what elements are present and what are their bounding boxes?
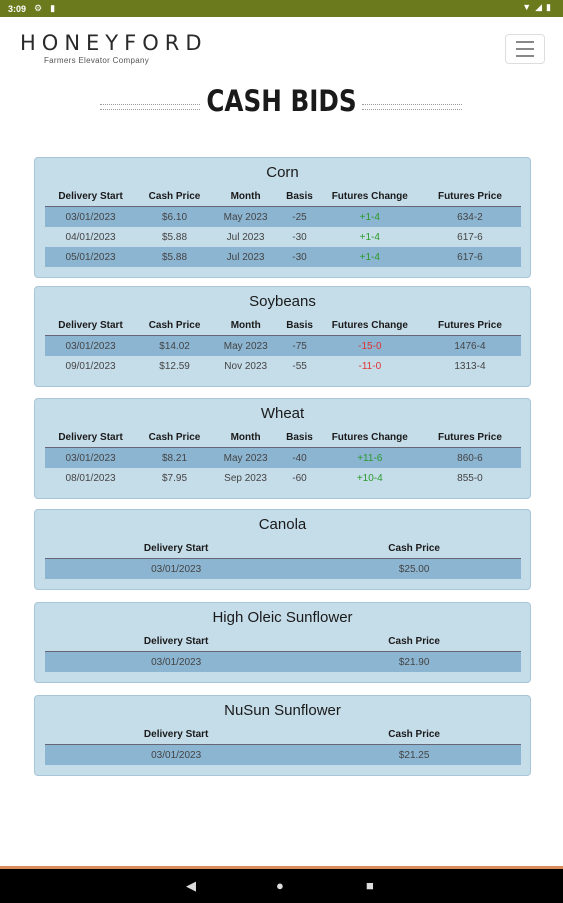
column-header: Futures Price	[437, 319, 502, 331]
wifi-icon: ▼	[522, 2, 536, 12]
bid-card-nusun-sunflower	[34, 695, 531, 776]
table-cell: May 2023	[212, 448, 278, 469]
table-cell: +11-6	[320, 448, 419, 469]
column-header: Cash Price	[148, 431, 201, 443]
column-header: Delivery Start	[58, 431, 123, 443]
table-cell: 03/01/2023	[45, 207, 137, 228]
site-header	[0, 17, 563, 77]
table-cell: 03/01/2023	[45, 745, 308, 766]
bids-table	[45, 538, 521, 579]
logo-subtitle: Farmers Elevator Company	[44, 56, 150, 65]
logo[interactable]: HONEYFORD	[20, 31, 208, 55]
bid-card-high-oleic-sunflower	[34, 602, 531, 683]
status-bar	[0, 0, 563, 17]
bid-card-wheat	[34, 398, 531, 499]
table-cell: 09/01/2023	[65, 360, 116, 372]
table-row	[45, 356, 521, 376]
table-row	[45, 448, 521, 469]
card-title: Soybeans	[249, 293, 316, 310]
column-header: Futures Price	[437, 431, 502, 443]
column-header: Futures Price	[437, 190, 502, 202]
status-time: 3:09	[8, 3, 27, 14]
table-row	[45, 652, 521, 673]
table-cell: $7.95	[161, 472, 188, 484]
battery-icon: ▮	[546, 2, 555, 12]
card-bottom-padding	[35, 488, 530, 498]
table-cell: 04/01/2023	[65, 231, 116, 243]
table-cell: $8.21	[137, 448, 213, 469]
table-cell: +1-4	[359, 231, 380, 243]
table-row	[45, 559, 521, 580]
column-header: Futures Change	[331, 431, 408, 443]
table-cell: -30	[292, 231, 307, 243]
title-rule-right	[362, 104, 462, 110]
bids-table	[45, 427, 521, 488]
table-cell: Jul 2023	[212, 247, 278, 267]
card-title: Corn	[266, 164, 299, 181]
bid-card-soybeans	[34, 286, 531, 387]
bid-card-corn	[34, 157, 531, 278]
table-cell: $25.00	[308, 559, 521, 580]
column-header: Delivery Start	[143, 542, 209, 554]
home-icon[interactable]: ●	[276, 878, 284, 893]
back-icon[interactable]: ◀	[186, 878, 196, 893]
table-row	[45, 336, 521, 357]
column-header: Basis	[286, 431, 313, 443]
table-cell: May 2023	[213, 336, 279, 357]
table-header-row	[45, 631, 521, 652]
table-header-row	[45, 315, 521, 336]
recents-icon[interactable]: ■	[366, 878, 374, 893]
table-header-row	[45, 724, 521, 745]
table-cell: $5.88	[161, 231, 188, 243]
column-header: Cash Price	[388, 542, 440, 554]
table-header-row	[45, 427, 521, 448]
table-cell: -11-0	[358, 360, 382, 372]
table-cell: $21.25	[308, 745, 521, 766]
page-title: CASH BIDS	[206, 84, 357, 118]
column-header: Delivery Start	[58, 319, 123, 331]
column-header: Delivery Start	[143, 728, 209, 740]
table-cell: +1-4	[320, 207, 419, 228]
table-cell: 08/01/2023	[65, 472, 116, 484]
card-title: NuSun Sunflower	[224, 702, 341, 719]
table-cell: $12.59	[159, 360, 190, 372]
column-header: Cash Price	[148, 319, 201, 331]
table-cell: 860-6	[419, 448, 520, 469]
table-cell: 05/01/2023	[45, 247, 137, 267]
column-header: Delivery Start	[58, 190, 123, 202]
table-cell: 03/01/2023	[45, 559, 308, 580]
signal-icon: ◢	[535, 2, 547, 12]
menu-button[interactable]	[505, 34, 545, 64]
column-header: Month	[230, 190, 261, 202]
table-cell: -55	[292, 360, 307, 372]
status-right-icons	[522, 2, 555, 13]
table-cell: Nov 2023	[224, 360, 268, 372]
bids-table	[45, 724, 521, 765]
gear-icon: ⚙	[34, 3, 43, 13]
card-bottom-padding	[35, 672, 530, 682]
card-bottom-padding	[35, 376, 530, 386]
column-header: Cash Price	[388, 728, 440, 740]
table-cell: 1313-4	[454, 360, 486, 372]
table-cell: -15-0	[320, 336, 419, 357]
table-cell: Jul 2023	[226, 231, 265, 243]
column-header: Cash Price	[388, 635, 440, 647]
table-cell: -25	[279, 207, 320, 228]
hamburger-icon	[516, 41, 534, 57]
table-header-row	[45, 186, 521, 207]
card-title: Wheat	[260, 405, 305, 422]
table-cell: 617-6	[457, 231, 483, 243]
table-cell: 03/01/2023	[45, 448, 137, 469]
table-row	[45, 207, 521, 228]
table-cell: +1-4	[320, 247, 419, 267]
table-cell: 617-6	[419, 247, 520, 267]
table-cell: +10-4	[356, 472, 383, 484]
table-cell: $6.10	[137, 207, 213, 228]
bids-table	[45, 186, 521, 267]
column-header: Futures Change	[331, 190, 408, 202]
table-cell: 03/01/2023	[45, 336, 137, 357]
column-header: Delivery Start	[143, 635, 209, 647]
table-cell: $5.88	[137, 247, 213, 267]
table-row	[45, 468, 521, 488]
table-cell: -75	[279, 336, 320, 357]
card-bottom-padding	[35, 765, 530, 775]
table-row	[45, 227, 521, 247]
table-cell: 634-2	[419, 207, 520, 228]
table-row	[45, 745, 521, 766]
table-cell: $21.90	[308, 652, 521, 673]
table-cell: -40	[279, 448, 320, 469]
bid-card-canola	[34, 509, 531, 590]
table-cell: 855-0	[457, 472, 483, 484]
table-row	[45, 247, 521, 267]
table-cell: -30	[279, 247, 320, 267]
card-bottom-padding	[35, 579, 530, 589]
table-cell: 03/01/2023	[45, 652, 308, 673]
card-title: Canola	[258, 516, 307, 533]
card-title: High Oleic Sunflower	[212, 609, 353, 626]
bids-table	[45, 315, 521, 376]
table-cell: Sep 2023	[224, 472, 267, 484]
android-nav-bar	[0, 866, 563, 903]
column-header: Cash Price	[148, 190, 201, 202]
table-cell: 1476-4	[419, 336, 520, 357]
table-cell: $14.02	[137, 336, 213, 357]
column-header: Month	[230, 431, 261, 443]
table-cell: -60	[292, 472, 307, 484]
bids-table	[45, 631, 521, 672]
sim-icon: ▮	[50, 3, 56, 13]
table-header-row	[45, 538, 521, 559]
column-header: Basis	[286, 190, 313, 202]
card-bottom-padding	[35, 267, 530, 277]
column-header: Futures Change	[331, 319, 408, 331]
page-title-wrap	[0, 82, 563, 126]
column-header: Basis	[286, 319, 313, 331]
column-header: Month	[230, 319, 261, 331]
table-cell: May 2023	[212, 207, 278, 228]
